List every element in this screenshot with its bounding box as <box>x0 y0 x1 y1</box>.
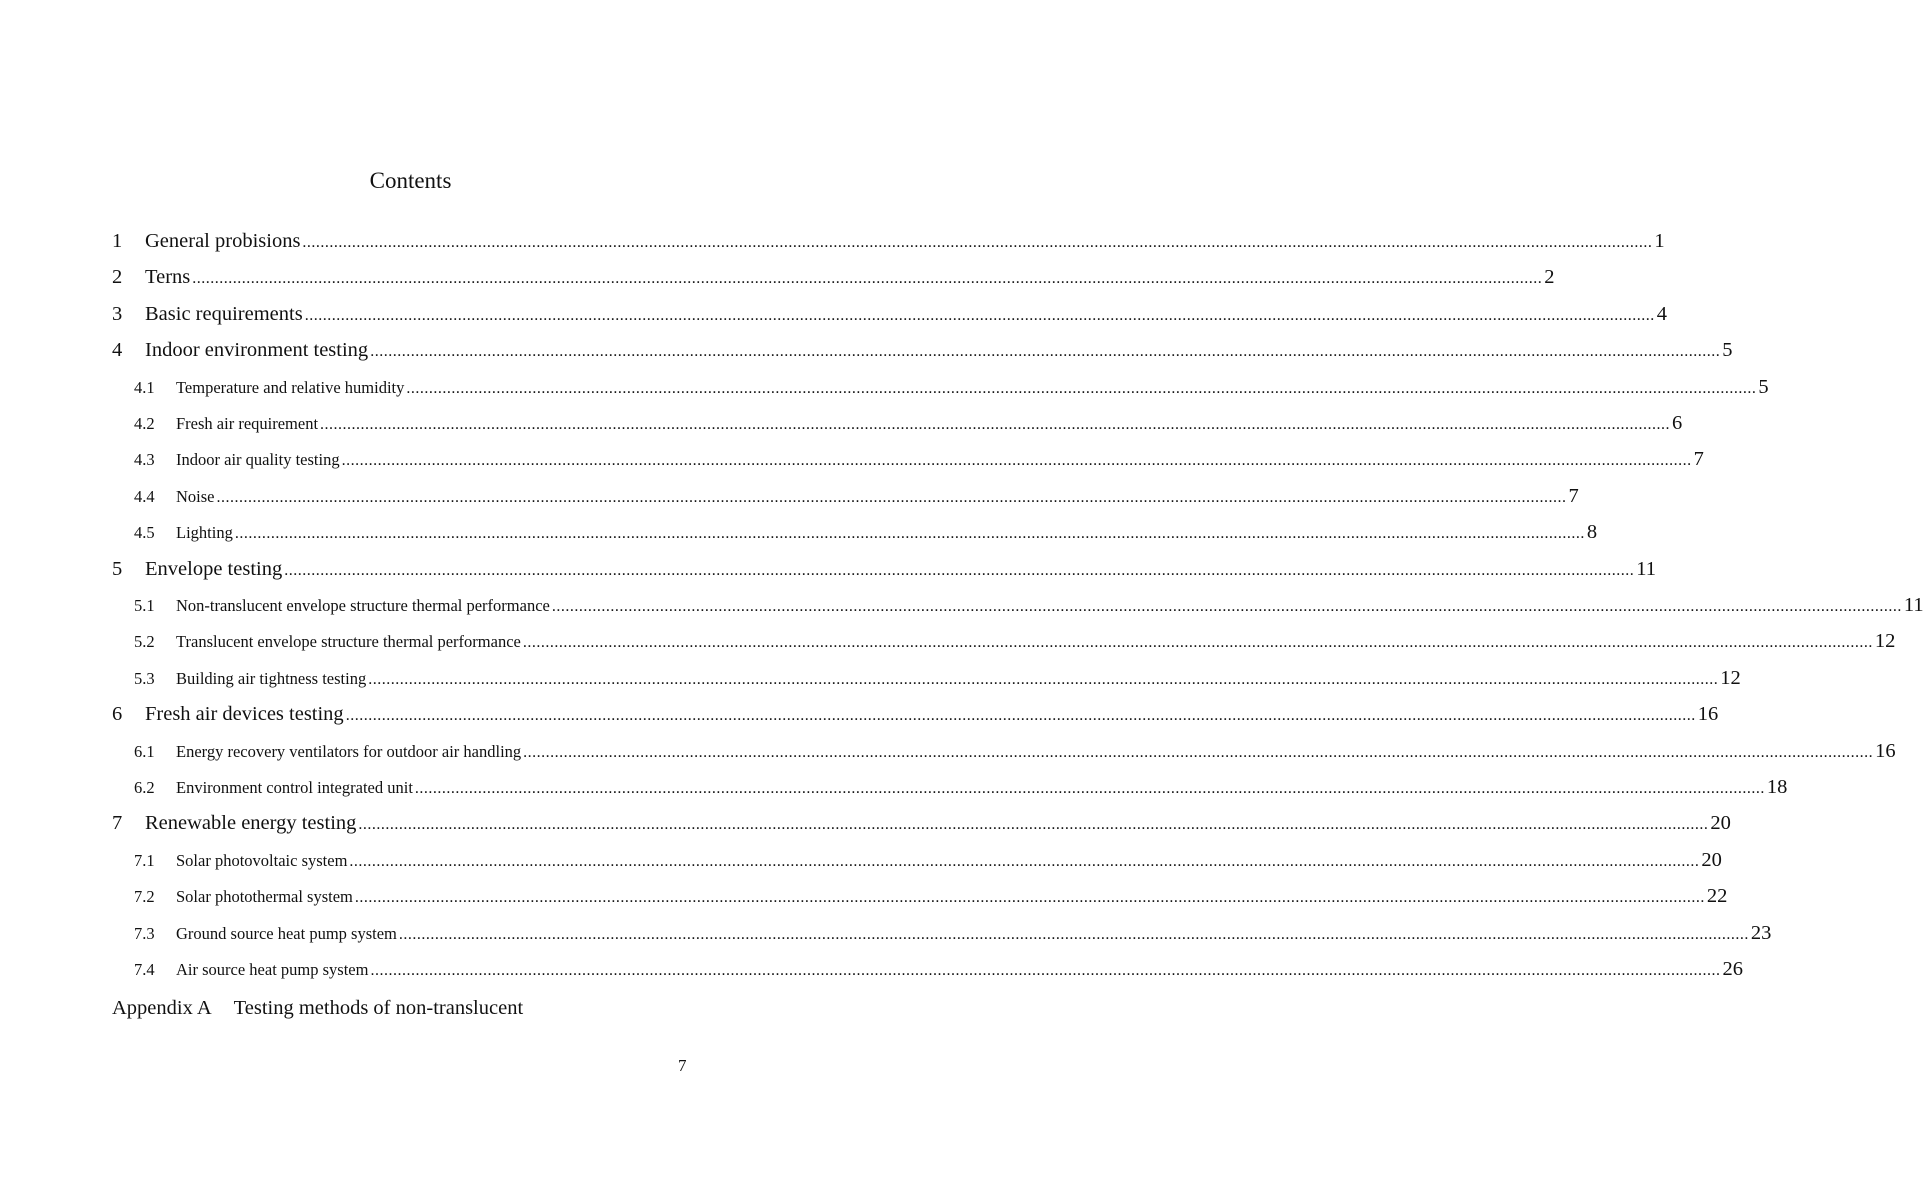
footer-page-number: 7 <box>678 1056 687 1075</box>
toc-entry-page: 16 <box>1697 703 1719 726</box>
toc-section-entry[interactable] <box>112 739 1896 770</box>
toc-entry-page: 5 <box>1758 375 1769 398</box>
toc-entry-number: 7.1 <box>134 850 155 870</box>
toc-chapter-entry[interactable] <box>112 703 1719 733</box>
toc-entry-number: 4.3 <box>134 450 155 470</box>
toc-entry-page: 23 <box>1750 921 1772 944</box>
toc-entry-label: Translucent envelope structure thermal performance <box>176 632 521 652</box>
toc-section-entry[interactable] <box>112 921 1772 952</box>
toc-entry-label: Envelope testing <box>145 557 283 580</box>
toc-chapter-entry[interactable] <box>112 266 1555 296</box>
toc-chapter-entry[interactable] <box>112 812 1731 842</box>
toc-leader-dots: ............................................................................................................................................................................................................................................................................................................ <box>345 707 1696 725</box>
appendix-entry <box>112 997 523 1020</box>
toc-entry-number: 5.3 <box>134 668 155 688</box>
toc-entry-number: 7 <box>112 812 123 835</box>
toc-section-entry[interactable] <box>112 885 1728 915</box>
toc-leader-dots: ............................................................................................................................................................................................................................................................................................................ <box>192 270 1543 288</box>
toc-entry-label: Terns <box>145 266 191 289</box>
toc-entry-page: 8 <box>1586 521 1598 544</box>
toc-entry-number: 1 <box>112 230 123 252</box>
toc-entry-page: 6 <box>1672 412 1683 434</box>
toc-entry-page: 12 <box>1874 630 1896 653</box>
toc-leader-dots: ............................................................................................................................................................................................................................................................................................................ <box>370 962 1721 979</box>
toc-entry-page: 20 <box>1710 812 1731 835</box>
toc-entry-number: 6.2 <box>134 778 155 797</box>
toc-entry-label: Solar photovoltaic system <box>176 850 348 870</box>
toc-section-entry[interactable] <box>112 630 1896 660</box>
toc-leader-dots: ............................................................................................................................................................................................................................................................................................................ <box>216 488 1567 506</box>
appendix-label: Appendix A <box>112 997 212 1019</box>
toc-leader-dots: ............................................................................................................................................................................................................................................................................................................ <box>349 852 1700 870</box>
toc-leader-dots: ............................................................................................................................................................................................................................................................................................................ <box>354 889 1705 907</box>
toc-entry-page: 1 <box>1654 230 1665 252</box>
toc-entry-number: 4.2 <box>134 414 155 433</box>
toc-leader-dots: ............................................................................................................................................................................................................................................................................................................ <box>304 306 1655 324</box>
toc-leader-dots: ............................................................................................................................................................................................................................................................................................................ <box>523 743 1874 761</box>
toc-entry-label: Basic requirements <box>145 302 303 325</box>
toc-entry-label: Ground source heat pump system <box>176 923 397 943</box>
toc-chapter-entry[interactable] <box>112 339 1733 369</box>
toc-section-entry[interactable] <box>112 375 1769 406</box>
toc-entry-page: 4 <box>1656 302 1667 325</box>
toc-chapter-entry[interactable] <box>112 302 1667 333</box>
toc-entry-page: 11 <box>1903 594 1924 616</box>
toc-leader-dots: ............................................................................................................................................................................................................................................................................................................ <box>551 598 1902 615</box>
toc-leader-dots: ............................................................................................................................................................................................................................................................................................................ <box>370 343 1721 361</box>
toc-entry-number: 5.2 <box>134 632 155 652</box>
toc-leader-dots: ............................................................................................................................................................................................................................................................................................................ <box>341 452 1692 470</box>
toc-section-entry[interactable] <box>112 412 1683 442</box>
toc-leader-dots: ............................................................................................................................................................................................................................................................................................................ <box>284 561 1635 579</box>
toc-entry-number: 2 <box>112 266 123 289</box>
toc-entry-label: Temperature and relative humidity <box>176 377 405 397</box>
toc-entry-number: 7.2 <box>134 887 155 907</box>
toc-leader-dots: ............................................................................................................................................................................................................................................................................................................ <box>398 925 1749 943</box>
toc-section-entry[interactable] <box>112 521 1598 551</box>
toc-entry-page: 7 <box>1568 484 1579 507</box>
toc-entry-label: Air source heat pump system <box>176 960 369 979</box>
toc-entry-page: 20 <box>1701 848 1722 871</box>
toc-section-entry[interactable] <box>112 666 1741 697</box>
toc-entry-number: 6.1 <box>134 741 155 761</box>
toc-entry-page: 7 <box>1693 448 1704 471</box>
toc-entry-page: 12 <box>1720 666 1741 689</box>
toc-entry-number: 5 <box>112 557 123 580</box>
toc-entry-number: 7.4 <box>134 960 155 979</box>
toc-entry-page: 16 <box>1875 739 1896 762</box>
toc-section-entry[interactable] <box>112 848 1722 879</box>
toc-entry-label: Noise <box>176 486 215 506</box>
toc-entry-page: 5 <box>1722 339 1733 362</box>
toc-entry-number: 4.1 <box>134 377 155 397</box>
toc-entry-page: 26 <box>1722 958 1743 980</box>
toc-section-entry[interactable] <box>112 958 1743 988</box>
toc-entry-number: 5.1 <box>134 596 155 615</box>
toc-chapter-entry[interactable] <box>112 230 1665 260</box>
toc-leader-dots: ............................................................................................................................................................................................................................................................................................................ <box>414 780 1765 797</box>
toc-leader-dots: ............................................................................................................................................................................................................................................................................................................ <box>234 525 1585 543</box>
toc-entry-label: Fresh air requirement <box>176 414 319 433</box>
toc-section-entry[interactable] <box>112 776 1788 806</box>
toc-section-entry[interactable] <box>112 448 1704 478</box>
page-title: Contents <box>369 168 452 193</box>
toc-section-entry[interactable] <box>112 484 1579 515</box>
toc-chapter-entry[interactable] <box>112 557 1656 588</box>
toc-entry-number: 3 <box>112 302 123 325</box>
toc-entry-page: 11 <box>1636 557 1656 580</box>
toc-entry-label: Solar photothermal system <box>176 887 353 907</box>
toc-leader-dots: ............................................................................................................................................................................................................................................................................................................ <box>358 816 1709 834</box>
toc-entry-number: 4.4 <box>134 486 155 506</box>
toc-entry-label: Fresh air devices testing <box>145 703 344 726</box>
toc-entry-number: 7.3 <box>134 923 155 943</box>
toc-entry-page: 2 <box>1544 266 1555 289</box>
toc-entry-label: Non-translucent envelope structure thermal performance <box>176 596 550 615</box>
toc-entry-label: General probisions <box>145 230 301 252</box>
toc-entry-label: Indoor environment testing <box>145 339 369 362</box>
appendix-title: Testing methods of non-translucent <box>233 997 524 1019</box>
toc-entry-page: 18 <box>1766 776 1788 798</box>
toc-entry-label: Renewable energy testing <box>145 812 357 835</box>
toc-entry-label: Environment control integrated unit <box>176 778 413 797</box>
toc-leader-dots: ............................................................................................................................................................................................................................................................................................................ <box>406 379 1757 397</box>
toc-entry-number: 4.5 <box>134 523 155 543</box>
toc-leader-dots: ............................................................................................................................................................................................................................................................................................................ <box>522 634 1873 652</box>
toc-entry-label: Indoor air quality testing <box>176 450 340 470</box>
toc-entry-number: 6 <box>112 703 123 726</box>
toc-entry-page: 22 <box>1706 885 1728 908</box>
toc-entry-label: Energy recovery ventilators for outdoor air handling <box>176 741 522 761</box>
toc-leader-dots: ............................................................................................................................................................................................................................................................................................................ <box>320 416 1671 433</box>
toc-leader-dots: ............................................................................................................................................................................................................................................................................................................ <box>302 234 1653 251</box>
toc-leader-dots: ............................................................................................................................................................................................................................................................................................................ <box>368 670 1719 688</box>
toc-section-entry[interactable] <box>112 594 1924 624</box>
toc-entry-number: 4 <box>112 339 123 362</box>
toc-entry-label: Lighting <box>176 523 233 543</box>
toc-entry-label: Building air tightness testing <box>176 668 367 688</box>
